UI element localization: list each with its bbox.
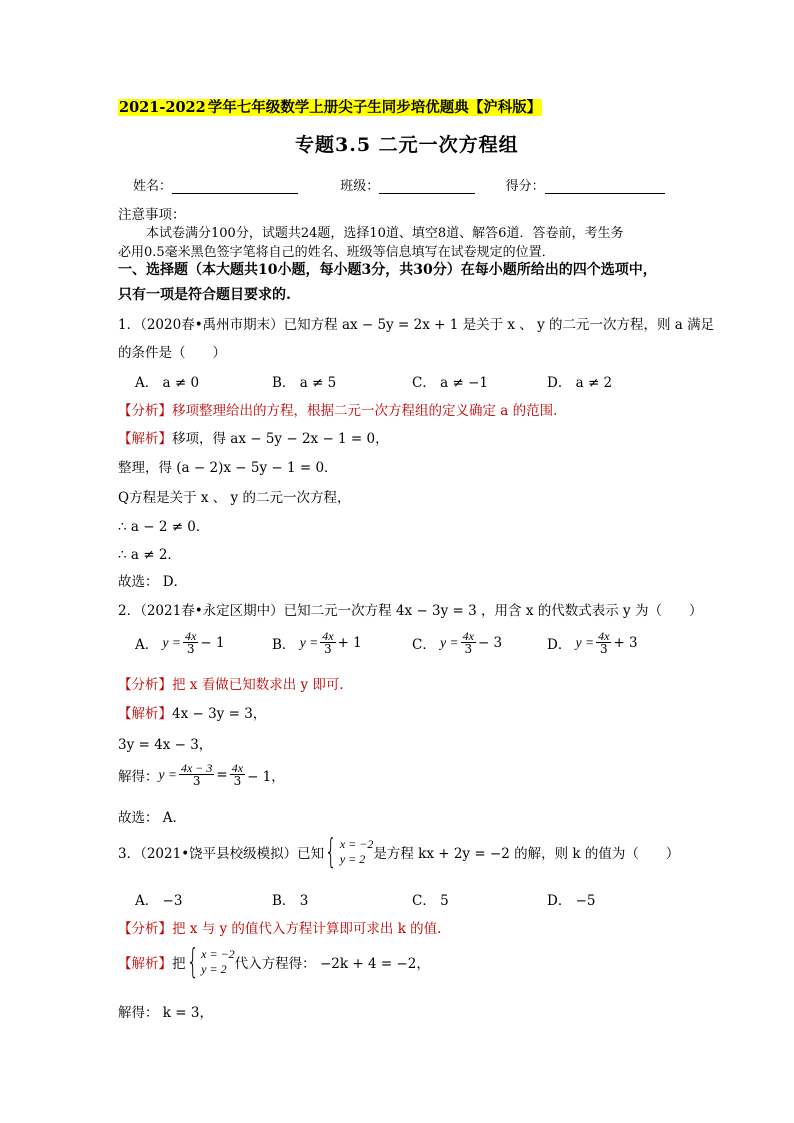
q1-option-d: D． a ≠ 2 (547, 375, 613, 391)
q2-solution-line1 (118, 702, 266, 722)
analysis-label: 【分析】 (118, 403, 172, 419)
name-label: 姓名： (133, 179, 173, 194)
q3-stem (118, 832, 680, 872)
solution-lhs: y = (158, 766, 177, 782)
q2-analysis (118, 673, 344, 693)
left-brace-icon: { (186, 942, 199, 982)
numerator: 4x (462, 629, 474, 643)
notice-line1: 本试卷满分100分，试题共24题，选择10道、填空8道、解答6道．答卷前，考生务 (146, 226, 624, 241)
solution-label: 【解析】 (118, 706, 172, 722)
q3-solution-line1 (118, 942, 430, 982)
analysis-label: 【分析】 (118, 921, 172, 937)
score-field[interactable] (545, 179, 665, 194)
banner-year: 2021-2022 (119, 99, 206, 116)
q3-option-a: A． −3 (135, 893, 183, 909)
q3-analysis (118, 917, 441, 937)
name-field[interactable] (172, 179, 298, 194)
fraction (230, 762, 245, 787)
system-line: x = −2 (201, 947, 235, 961)
denominator: 3 (186, 642, 195, 656)
q1-solution-line1 (118, 427, 389, 447)
q2-option-d (547, 630, 638, 655)
q2-answer: 故选： A． (118, 810, 187, 826)
class-field[interactable] (379, 179, 475, 194)
q2-option-b (272, 630, 362, 655)
q1-stem-line2: 的条件是（ ） (118, 345, 226, 361)
equals-sign: = (216, 766, 228, 783)
denominator: 3 (464, 642, 473, 656)
solution-text: 4x − 3y = 3， (172, 706, 267, 722)
page-title: 专题3.5 二元一次方程组 (295, 134, 519, 156)
option-lhs: y = (440, 634, 459, 650)
numerator: 4x (185, 629, 197, 643)
numerator: 4x − 3 (180, 761, 213, 775)
q1-solution-line3: Q方程是关于 x 、 y 的二元一次方程， (118, 490, 351, 506)
option-tail: − 1 (200, 634, 225, 651)
q1-option-c: C． a ≠ −1 (412, 375, 488, 391)
option-lhs: y = (299, 634, 319, 650)
banner-text: 学年七年级数学上册尖子生同步培优题典【沪科版】 (207, 99, 542, 116)
option-label: C． (412, 636, 436, 653)
fraction (320, 630, 335, 655)
solution-label: 【解析】 (118, 956, 172, 972)
q3-option-d: D． −5 (547, 893, 596, 909)
solution-text: 移项，得 ax − 5y − 2x − 1 = 0， (172, 431, 389, 447)
numerator: 4x (598, 629, 610, 643)
q1-solution-line5: ∴ a ≠ 2． (118, 547, 181, 563)
notice-heading: 注意事项： (118, 207, 186, 223)
stem-prefix: 3．（2021•饶平县校级模拟）已知 (118, 846, 325, 862)
q1-solution-line2: 整理，得 (a − 2)x − 5y − 1 = 0． (118, 460, 338, 476)
option-tail: − 3 (477, 634, 503, 651)
numerator: 4x (231, 761, 244, 775)
fraction (461, 630, 476, 655)
q3-solution-line2: 解得： k = 3， (118, 1005, 213, 1021)
denominator: 3 (599, 642, 608, 656)
solution-prefix: 解得： (118, 768, 159, 785)
q1-option-a: A． a ≠ 0 (135, 375, 200, 391)
system-line: y = 2 (339, 852, 366, 866)
solution-label: 【解析】 (118, 431, 172, 447)
q2-option-a (135, 630, 225, 655)
analysis-text: 把 x 看做已知数求出 y 即可. (172, 677, 344, 693)
q2-stem: 2．（2021春•永定区期中）已知二元一次方程 4x − 3y = 3 ，用含 x 的代数式表示 y 为（ ） (118, 603, 703, 619)
option-tail: + 3 (613, 634, 638, 651)
q3-option-b: B． 3 (272, 893, 309, 909)
section-heading-line2: 只有一项是符合题目要求的. (118, 287, 291, 303)
solution-tail: − 1， (247, 768, 285, 785)
option-tail: + 1 (337, 634, 362, 651)
fraction (179, 762, 214, 787)
student-info (133, 175, 665, 194)
q1-analysis (118, 399, 557, 419)
class-label: 班级： (340, 179, 380, 194)
fraction (183, 630, 198, 655)
system-line: x = −2 (339, 837, 374, 851)
equation-system (186, 942, 235, 982)
denominator: 3 (324, 642, 332, 656)
solution-prefix: 把 (172, 956, 186, 972)
denominator: 3 (233, 774, 242, 788)
q1-answer: 故选： D． (118, 574, 188, 590)
score-label: 得分： (505, 179, 545, 194)
stem-suffix: 是方程 kx + 2y = −2 的解，则 k 的值为（ ） (373, 846, 680, 862)
notice-line2: 必用0.5毫米黑色签字笔将自己的姓名、班级等信息填写在试卷规定的位置． (118, 245, 555, 260)
q1-stem-line1: 1．（2020春•禹州市期末）已知方程 ax − 5y = 2x + 1 是关于 x 、 y 的二元一次方程，则 a 满足 (118, 317, 715, 333)
system-line: y = 2 (201, 962, 227, 976)
solution-suffix: 代入方程得： −2k + 4 = −2， (234, 956, 430, 972)
left-brace-icon: { (325, 832, 337, 872)
equation-system (324, 832, 374, 872)
q2-solution-line2: 3y = 4x − 3， (118, 737, 213, 753)
option-lhs: y = (162, 634, 182, 650)
option-lhs: y = (575, 634, 595, 650)
analysis-text: 把 x 与 y 的值代入方程计算即可求出 k 的值. (172, 921, 442, 937)
denominator: 3 (192, 774, 201, 788)
section-heading-line1: 一、选择题（本大题共10小题，每小题3分，共30分）在每小题所给出的四个选项中， (118, 262, 657, 278)
q3-option-c: C． 5 (412, 893, 449, 909)
option-label: D． (547, 636, 572, 653)
analysis-text: 移项整理给出的方程，根据二元一次方程组的定义确定 a 的范围. (172, 403, 558, 419)
banner (118, 96, 542, 117)
option-label: A． (135, 636, 159, 653)
q2-solution-line3 (118, 762, 285, 787)
analysis-label: 【分析】 (118, 677, 172, 693)
fraction (596, 630, 611, 655)
q1-solution-line4: ∴ a − 2 ≠ 0． (118, 519, 210, 535)
numerator: 4x (322, 629, 334, 643)
q2-option-c (412, 630, 502, 655)
q1-option-b: B． a ≠ 5 (272, 375, 337, 391)
option-label: B． (272, 636, 296, 653)
